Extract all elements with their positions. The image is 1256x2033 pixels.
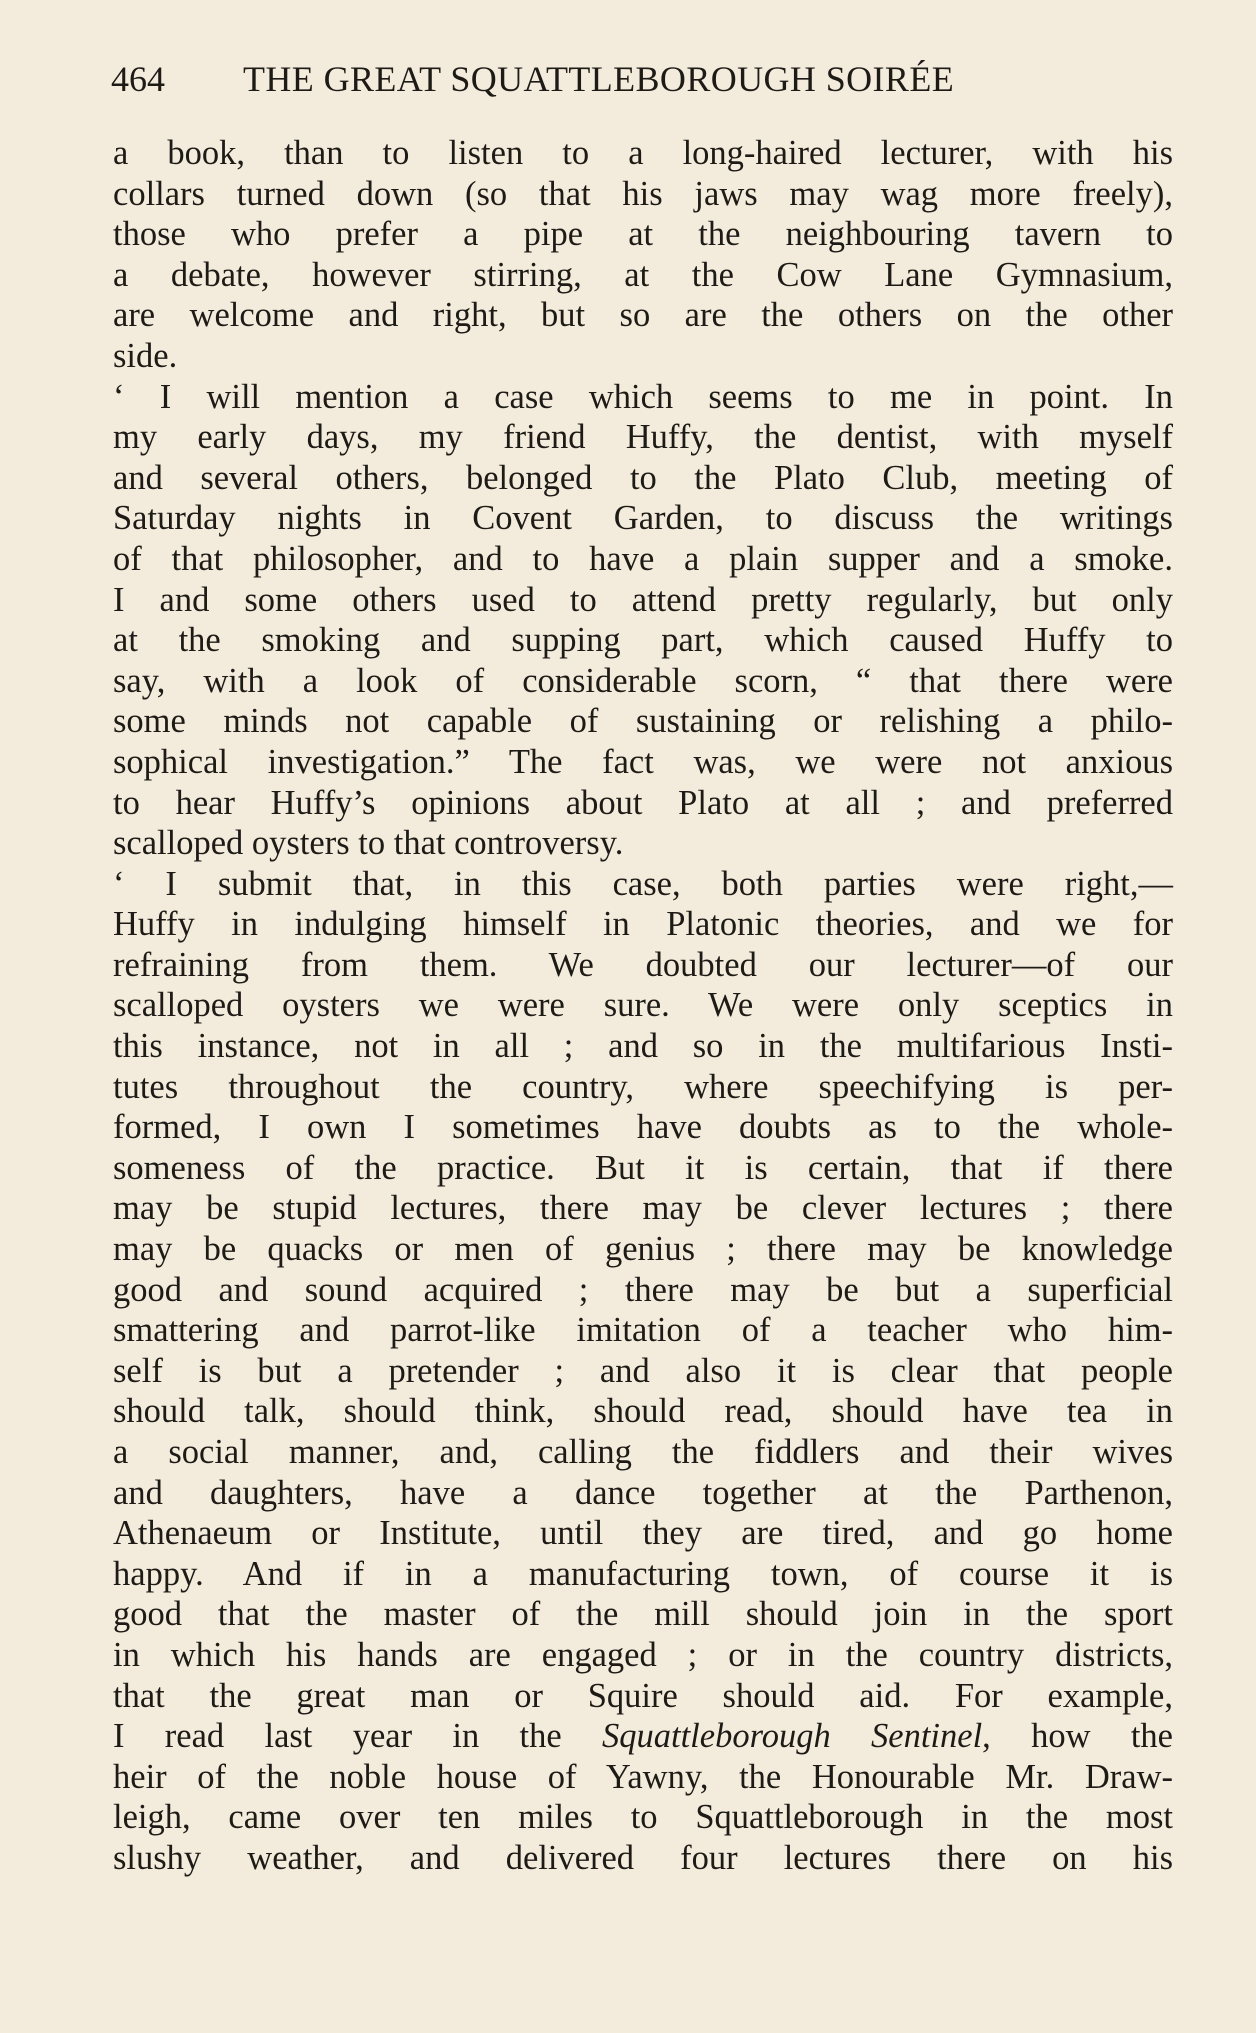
text-line: Saturday nights in Covent Garden, to discuss the writings xyxy=(113,499,1173,538)
text-line: and several others, belonged to the Plato Club, meeting of xyxy=(113,458,1173,497)
text-line: heir of the noble house of Yawny, the Honourable Mr. Draw- xyxy=(113,1757,1173,1796)
text-line: and daughters, have a dance together at the Parthenon, xyxy=(113,1473,1173,1512)
text-line: side. xyxy=(113,336,178,375)
text-line: are welcome and right, but so are the others on the other xyxy=(113,296,1173,335)
text-line: a book, than to listen to a long-haired lecturer, with his xyxy=(113,134,1173,172)
running-title: THE GREAT SQUATTLEBOROUGH SOIRÉE xyxy=(243,59,955,99)
newspaper-title: Squattleborough Sentinel xyxy=(602,1717,983,1756)
text-line: that the great man or Squire should aid. For example, xyxy=(113,1676,1173,1715)
text-line: happy. And if in a manufacturing town, of course it is xyxy=(113,1554,1173,1593)
text-line: Athenaeum or Institute, until they are tired, and go home xyxy=(113,1514,1173,1553)
text-line: good and sound acquired ; there may be but a superficial xyxy=(113,1270,1173,1309)
text-line: refraining from them. We doubted our lecturer—of our xyxy=(113,945,1173,984)
page-number: 464 xyxy=(111,59,165,99)
text-line: Huffy in indulging himself in Platonic theories, and we for xyxy=(113,905,1173,944)
text-line: should talk, should think, should read, should have tea in xyxy=(113,1392,1173,1431)
text-line: in which his hands are engaged ; or in the country districts, xyxy=(113,1635,1173,1674)
text-line: to hear Huffy’s opinions about Plato at all ; and preferred xyxy=(113,783,1173,822)
text-line: good that the master of the mill should join in the sport xyxy=(113,1595,1173,1634)
text-line: someness of the practice. But it is certain, that if there xyxy=(113,1148,1173,1187)
text-line: tutes throughout the country, where speechifying is per- xyxy=(113,1067,1173,1106)
text-line: a social manner, and, calling the fiddlers and their wives xyxy=(113,1433,1173,1471)
text-line: sophical investigation.” The fact was, we were not anxious xyxy=(113,742,1173,781)
text-line: slushy weather, and delivered four lectures there on his xyxy=(113,1838,1173,1877)
text-line: may be quacks or men of genius ; there may be knowledge xyxy=(113,1230,1173,1269)
text-line: scalloped oysters we were sure. We were only sceptics in xyxy=(113,986,1173,1025)
running-head xyxy=(111,58,1191,108)
text-line: ‘ I submit that, in this case, both parties were right,— xyxy=(113,864,1173,903)
text-line: say, with a look of considerable scorn, “ that there were xyxy=(113,661,1173,700)
text-line: at the smoking and supping part, which caused Huffy to xyxy=(113,621,1173,660)
text-line: of that philosopher, and to have a plain supper and a smoke. xyxy=(113,539,1173,578)
text-line: I and some others used to attend pretty regularly, but only xyxy=(113,580,1173,619)
text-line: leigh, came over ten miles to Squattleborough in the most xyxy=(113,1798,1173,1837)
text-line: formed, I own I sometimes have doubts as to the whole- xyxy=(113,1108,1173,1147)
text-segment: I read last year in the xyxy=(113,1717,602,1756)
text-line: may be stupid lectures, there may be clever lectures ; there xyxy=(113,1189,1173,1228)
text-line: those who prefer a pipe at the neighbouring tavern to xyxy=(113,215,1173,254)
text-line: some minds not capable of sustaining or relishing a philo- xyxy=(113,702,1173,741)
text-line-with-italic xyxy=(113,1716,1173,1757)
text-line: ‘ I will mention a case which seems to me in point. In xyxy=(113,377,1173,416)
text-line: scalloped oysters to that controversy. xyxy=(113,824,624,863)
text-line: collars turned down (so that his jaws may wag more freely), xyxy=(113,174,1173,213)
text-segment: , how the xyxy=(982,1717,1173,1756)
text-line: smattering and parrot-like imitation of a teacher who him- xyxy=(113,1311,1173,1350)
body-text xyxy=(113,133,1173,1879)
text-line: my early days, my friend Huffy, the dentist, with myself xyxy=(113,418,1173,457)
text-line: this instance, not in all ; and so in the multifarious Insti- xyxy=(113,1027,1173,1066)
text-line: self is but a pretender ; and also it is clear that people xyxy=(113,1351,1173,1390)
text-line: a debate, however stirring, at the Cow Lane Gymnasium, xyxy=(113,255,1173,294)
